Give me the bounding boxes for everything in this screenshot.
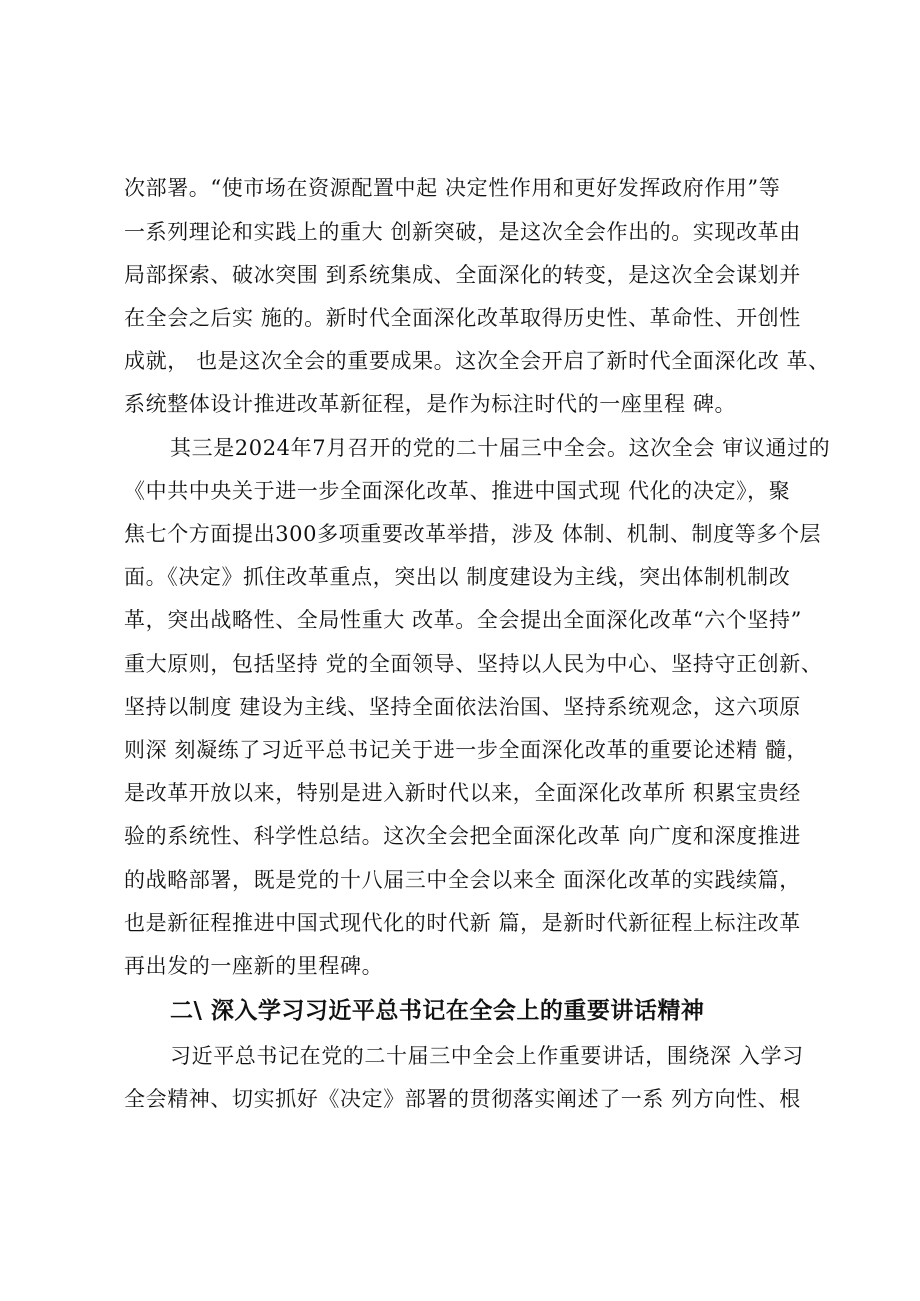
text-line: 重大原则，包括坚持 党的全面领导、坚持以人民为中心、坚持守正创新、 [124,652,823,676]
text-line: 次部署。“使市场在资源配置中起 决定性作用和更好发挥政府作用”等 [124,176,781,200]
text-line: 成就， 也是这次全会的重要成果。这次全会开启了新时代全面深化改 革、 [124,349,830,373]
text-line: 习近平总书记在党的二十届三中全会上作重要讲话，围绕深 入学习 [170,1044,804,1068]
text-line: 验的系统性、科学性总结。这次全会把全面深化改革 向广度和深度推进 [124,824,801,848]
text-line: 革，突出战略性、全局性重大 改革。全会提出全面深化改革“六个坚持” [124,608,802,632]
text-line: 局部探索、破冰突围 到系统集成、全面深化的转变，是这次全会谋划并 [124,263,801,287]
text-line: 坚持以制度 建设为主线、坚持全面依法治国、坚持系统观念，这六项原 [124,695,801,719]
text-line: 再出发的一座新的里程碑。 [124,954,384,978]
section-heading: 二\ 深入学习习近平总书记在全会上的重要讲话精神 [170,998,705,1024]
text-line: 在全会之后实 施的。新时代全面深化改革取得历史性、革命性、开创性 [124,306,801,330]
text-line: 一系列理论和实践上的重大 创新突破，是这次全会作出的。实现改革由 [124,220,801,244]
text-line: 面。《决定》抓住改革重点，突出以 制度建设为主线，突出体制机制改 [124,565,791,589]
text-line: 是改革开放以来，特别是进入新时代以来，全面深化改革所 积累宝贵经 [124,781,801,805]
text-line: 的战略部署，既是党的十八届三中全会以来全 面深化改革的实践续篇， [124,868,801,892]
text-line: 其三是2024年7月召开的党的二十届三中全会。这次全会 审议通过的 [170,436,831,460]
text-line: 全会精神、切实抓好《决定》部署的贯彻落实阐述了一系 列方向性、根 [124,1087,801,1111]
text-line: 则深 刻凝练了习近平总书记关于进一步全面深化改革的重要论述精 髓， [124,738,809,762]
text-line: 也是新征程推进中国式现代化的时代新 篇，是新时代新征程上标注改革 [124,911,801,935]
text-line: 系统整体设计推进改革新征程，是作为标注时代的一座里程 碑。 [124,392,737,416]
text-line: 《中共中央关于进一步全面深化改革、推进中国式现 代化的决定》，聚 [124,479,791,503]
text-line: 焦七个方面提出300多项重要改革举措，涉及 体制、机制、制度等多个层 [124,522,822,546]
